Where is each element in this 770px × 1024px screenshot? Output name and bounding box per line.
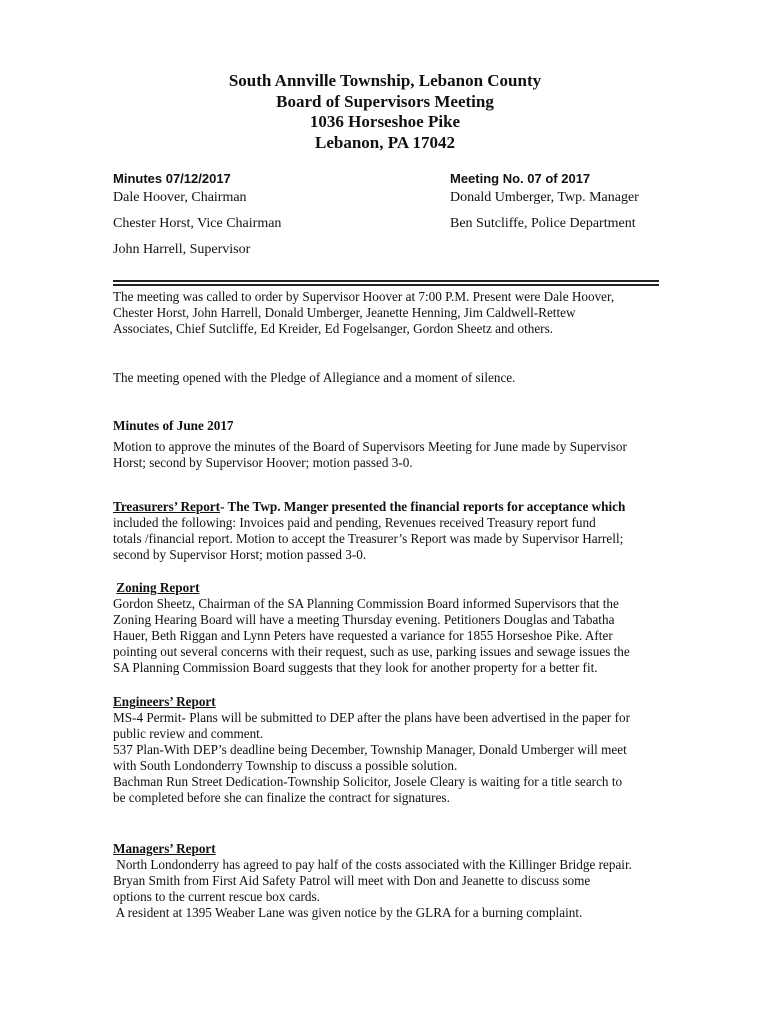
document-title (0, 71, 770, 153)
text-line: Gordon Sheetz, Chairman of the SA Planning Commission Board informed Supervisors that the (113, 596, 619, 611)
title-line: Board of Supervisors Meeting (276, 91, 494, 111)
treasurers-report-heading: Treasurers’ Report (113, 499, 221, 514)
text-line: Horst; second by Supervisor Hoover; motion passed 3-0. (113, 455, 413, 470)
text-line: North Londonderry has agreed to pay half of the costs associated with the Killinger Bridge repair. (113, 857, 632, 872)
text-line: Motion to approve the minutes of the Board of Supervisors Meeting for June made by Supervisor (113, 439, 627, 454)
minutes-section (113, 418, 673, 471)
attendee-left: Chester Horst, Vice Chairman (113, 216, 282, 231)
text-line: 537 Plan-With DEP’s deadline being December, Township Manager, Donald Umberger will meet (113, 742, 627, 757)
title-line: Lebanon, PA 17042 (315, 132, 455, 152)
text-line: SA Planning Commission Board suggests that they look for another property for a better fit. (113, 660, 598, 675)
text-line: with South Londonderry Township to discuss a possible solution. (113, 758, 458, 773)
treasurers-report-dash: - The Twp. Manger presented the financial reports for acceptance which (220, 499, 626, 514)
treasurers-report-section (113, 499, 673, 563)
text-line: Hauer, Beth Riggan and Lynn Peters have requested a variance for 1855 Horseshoe Pike. After (113, 628, 613, 643)
text-line: Chester Horst, John Harrell, Donald Umberger, Jeanette Henning, Jim Caldwell-Rettew (113, 305, 576, 320)
minutes-date-label: Minutes 07/12/2017 (113, 171, 231, 186)
text-line: The meeting was called to order by Supervisor Hoover at 7:00 P.M. Present were Dale Hoover, (113, 289, 615, 304)
text-line: options to the current rescue box cards. (113, 889, 320, 904)
call-to-order-paragraph (113, 289, 673, 337)
text-line: second by Supervisor Horst; motion passed 3-0. (113, 547, 367, 562)
minutes-heading: Minutes of June 2017 (113, 418, 234, 433)
text-line: MS-4 Permit- Plans will be submitted to DEP after the plans have been advertised in the paper for (113, 710, 630, 725)
attendee-right: Donald Umberger, Twp. Manager (450, 190, 639, 205)
text-line: A resident at 1395 Weaber Lane was given notice by the GLRA for a burning complaint. (113, 905, 583, 920)
text-line: included the following: Invoices paid and pending, Revenues received Treasury report fund (113, 515, 596, 530)
text-line: be completed before she can finalize the contract for signatures. (113, 790, 450, 805)
meeting-number-label: Meeting No. 07 of 2017 (450, 171, 591, 186)
text-line: Bachman Run Street Dedication-Township Solicitor, Josele Cleary is waiting for a title search to (113, 774, 623, 789)
text-line: pointing out several concerns with their request, such as use, parking issues and sewage issues the (113, 644, 630, 659)
title-line: South Annville Township, Lebanon County (228, 71, 542, 90)
managers-report-section (113, 841, 673, 921)
attendee-left: John Harrell, Supervisor (113, 242, 251, 257)
attendee-right: Ben Sutcliffe, Police Department (450, 216, 636, 231)
header-divider-top (113, 280, 659, 282)
text-line: Zoning Hearing Board will have a meeting Thursday evening. Petitioners Douglas and Tabatha (113, 612, 615, 627)
text-line: The meeting opened with the Pledge of Allegiance and a moment of silence. (113, 370, 516, 385)
engineers-report-section (113, 694, 673, 806)
engineers-report-heading: Engineers’ Report (113, 694, 216, 709)
header-divider-bottom (113, 284, 659, 286)
zoning-report-section (113, 580, 673, 676)
text-line: public review and comment. (113, 726, 264, 741)
text-line: totals /financial report. Motion to accept the Treasurer’s Report was made by Supervisor Harrell; (113, 531, 624, 546)
managers-report-heading: Managers’ Report (113, 841, 216, 856)
text-line: Bryan Smith from First Aid Safety Patrol will meet with Don and Jeanette to discuss some (113, 873, 591, 888)
title-line: 1036 Horseshoe Pike (309, 112, 461, 131)
attendee-left: Dale Hoover, Chairman (113, 190, 247, 205)
pledge-paragraph (113, 370, 673, 386)
zoning-report-heading: Zoning Report (116, 580, 200, 595)
text-line: Associates, Chief Sutcliffe, Ed Kreider, Ed Fogelsanger, Gordon Sheetz and others. (113, 321, 554, 336)
